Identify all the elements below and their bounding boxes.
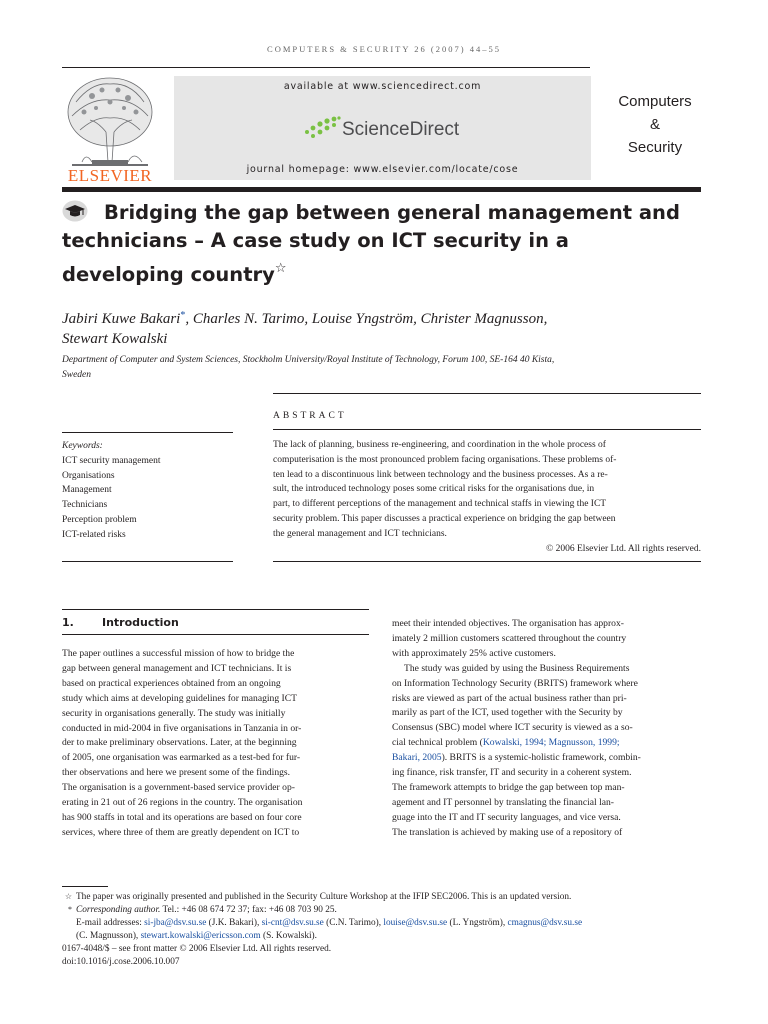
- body-line: The study was guided by using the Business Requirements: [404, 662, 630, 674]
- body-line: erating in 21 out of 26 regions in the country. The organisation: [62, 797, 303, 809]
- body-line: services, where three of them are greatly dependent on ICT to: [62, 826, 300, 838]
- footnotes: [62, 891, 702, 968]
- abstract-heading: ABSTRACT: [273, 411, 347, 421]
- abstract-heading-rule: [273, 429, 701, 430]
- email-link-kowalski[interactable]: stewart.kowalski@ericsson.com: [140, 930, 261, 941]
- section-heading-introduction: [62, 616, 179, 629]
- abstract-bottom-rule: [273, 561, 701, 562]
- running-head: COMPUTERS & SECURITY 26 (2007) 44–55: [267, 44, 501, 54]
- author-bakari: Jabiri Kuwe Bakari: [62, 311, 181, 327]
- footnote-emails-line-2: [62, 930, 702, 943]
- body-line: The paper outlines a successful mission of how to bridge the: [62, 648, 295, 659]
- citation-prefix: cial technical problem (: [392, 737, 483, 749]
- footnote-star-mark: ☆: [64, 892, 72, 901]
- keywords-top-rule: [62, 432, 233, 433]
- body-line: of 2005, one organisation was earmarked as a test-bed for fur-: [62, 752, 301, 764]
- title-line-2: technicians – A case study on ICT security in a: [62, 229, 569, 252]
- keyword-item: Technicians: [62, 500, 108, 511]
- footnote-corresponding: [62, 904, 702, 917]
- body-line: der to make preliminary observations. Later, at the beginning: [62, 737, 297, 749]
- title-footnote-star[interactable]: ☆: [274, 261, 287, 276]
- body-line: imately 2 million customers scattered throughout the country: [392, 632, 627, 644]
- body-line: The organisation is a government-based service provider op-: [62, 782, 295, 794]
- header-thick-rule: [62, 187, 701, 192]
- abstract-line: ten lead to a discontinuous link between technology and the business processes. As a re-: [273, 469, 608, 480]
- body-line: based on practical experiences obtained from an ongoing: [62, 677, 281, 689]
- issn-line: 0167-4048/$ – see front matter © 2006 Elsevier Ltd. All rights reserved.: [62, 943, 332, 954]
- body-line: marily as part of the ICT, used together with the Security by: [392, 707, 623, 719]
- body-line: gap between general management and ICT technicians. It is: [62, 662, 292, 674]
- email-owner-bakari: (J.K. Bakari),: [206, 917, 262, 928]
- abstract-copyright: © 2006 Elsevier Ltd. All rights reserved.: [546, 543, 701, 554]
- authors-line-2: Stewart Kowalski: [62, 331, 168, 347]
- abstract-top-rule: [273, 393, 701, 394]
- affiliation-line-2: Sweden: [62, 370, 92, 380]
- body-line: agement and IT personnel by translating the financial lan-: [392, 796, 615, 808]
- top-rule: [62, 67, 590, 68]
- sciencedirect-name: ScienceDirect: [342, 119, 460, 140]
- body-line: conducted in mid-2004 in five organisations in Tanzania in or-: [62, 722, 302, 734]
- emails-label: E-mail addresses:: [76, 917, 145, 928]
- left-column-text: [62, 647, 369, 841]
- body-line-with-citation: [392, 736, 701, 751]
- footnote-separator: [62, 886, 108, 887]
- journal-homepage-text: journal homepage: www.elsevier.com/locate/cose: [246, 164, 519, 175]
- abstract-body: [273, 438, 701, 556]
- body-line: study which aims at developing guidelines for managing ICT: [62, 692, 298, 704]
- elsevier-wordmark: ELSEVIER: [67, 166, 153, 185]
- email-link-magnusson[interactable]: cmagnus@dsv.su.se: [507, 917, 583, 928]
- article-title: [62, 199, 702, 289]
- authors-rest: , Charles N. Tarimo, Louise Yngström, Christer Magnusson,: [185, 311, 548, 327]
- abstract-line: sult, the introduced technology poses some critical risks for the organisations due, in: [273, 484, 595, 495]
- section-title: Introduction: [102, 616, 179, 629]
- abstract-line: the general management and ICT technicians.: [273, 528, 447, 539]
- author-list: [62, 306, 702, 349]
- corresponding-contact: Tel.: +46 08 674 72 37; fax: +46 08 703 90 25.: [160, 904, 337, 915]
- graduation-cap-icon: [62, 200, 88, 222]
- authors-line-1: [62, 306, 702, 329]
- journal-name-line1: Computers: [618, 93, 692, 110]
- section-top-rule: [62, 609, 369, 610]
- journal-name-line3: Security: [627, 139, 683, 156]
- keywords: [62, 439, 232, 543]
- body-line: The framework attempts to bridge the gap between top man-: [392, 781, 625, 793]
- doi-line: doi:10.1016/j.cose.2006.10.007: [62, 956, 180, 967]
- body-line: ther observations and here we present some of the findings.: [62, 767, 291, 779]
- corresponding-label: Corresponding author.: [76, 904, 161, 915]
- body-line: guage into the IT and IT security languages, and vice versa.: [392, 811, 621, 823]
- keyword-item: Perception problem: [62, 514, 137, 525]
- title-line-3-text: developing country: [62, 263, 275, 286]
- keywords-heading: Keywords:: [62, 441, 103, 451]
- email-link-bakari[interactable]: si-jba@dsv.su.se: [144, 917, 207, 928]
- email-link-tarimo[interactable]: si-cnt@dsv.su.se: [261, 917, 324, 928]
- affiliation-line-1: Department of Computer and System Sciences, Stockholm University/Royal Institute of Technology, Forum 100, SE-164 40 Kista,: [62, 355, 555, 365]
- body-line: on Information Technology Security (BRITS) framework where: [392, 677, 638, 689]
- footnote-emails-line-1: [62, 917, 702, 930]
- sciencedirect-dots-icon: [303, 116, 341, 140]
- body-line-with-citation: [392, 751, 701, 766]
- email-owner-kowalski: (S. Kowalski).: [260, 930, 317, 941]
- right-column-text: [392, 617, 701, 841]
- journal-name: [600, 90, 710, 159]
- journal-name-line2: &: [649, 116, 660, 133]
- footnote-star-text: The paper was originally presented and published in the Security Culture Workshop at the IFIP SEC2006. This is an updated version.: [76, 892, 572, 902]
- keywords-bottom-rule: [62, 561, 233, 562]
- email-owner-yngstrom: (L. Yngström),: [447, 917, 508, 928]
- body-line: meet their intended objectives. The organisation has approx-: [392, 618, 624, 629]
- keyword-item: ICT security management: [62, 455, 161, 466]
- abstract-line: part, to different perceptions of the management and technical staffs in viewing the ICT: [273, 499, 607, 510]
- corresponding-author-mark[interactable]: *: [180, 310, 186, 321]
- abstract-line: The lack of planning, business re-engineering, and coordination in the whole process of: [273, 440, 606, 450]
- body-line: Consensus (SBC) model where ICT security is viewed as a so-: [392, 722, 633, 734]
- email-link-yngstrom[interactable]: louise@dsv.su.se: [383, 917, 448, 928]
- body-line: risks are viewed as part of the actual business rather than pri-: [392, 692, 627, 704]
- citation-link-bakari[interactable]: Bakari, 2005: [392, 752, 442, 764]
- abstract-line: computerisation is the most pronounced problem facing organisations. These problems of-: [273, 454, 617, 465]
- keyword-item: ICT-related risks: [62, 529, 126, 540]
- keyword-item: Organisations: [62, 470, 115, 481]
- body-line: ing finance, risk transfer, IT and security in a coherent system.: [392, 767, 632, 779]
- section-bottom-rule: [62, 634, 369, 635]
- footnote-corr-mark: *: [68, 904, 72, 914]
- abstract-line: security problem. This paper discusses a practical experience on bridging the gap between: [273, 513, 616, 524]
- citation-suffix: ). BRITS is a systemic-holistic framework, combin-: [441, 752, 641, 764]
- citation-link-kowalski-magnusson[interactable]: Kowalski, 1994; Magnusson, 1999;: [482, 737, 620, 749]
- body-line: with approximately 25% active customers.: [392, 647, 556, 659]
- title-line-1: [62, 199, 702, 227]
- affiliation: [62, 353, 702, 383]
- section-number: 1.: [62, 616, 74, 629]
- body-line: has 900 staffs in total and its operations are based on four core: [62, 811, 302, 823]
- body-line: The translation is achieved by making use of a repository of: [392, 826, 623, 838]
- email-owner-tarimo: (C.N. Tarimo),: [323, 917, 384, 928]
- footnote-star: [62, 891, 702, 904]
- available-at-text: available at www.sciencedirect.com: [283, 81, 482, 92]
- title-line-1-text: Bridging the gap between general management and: [104, 201, 680, 224]
- email-owner-magnusson: (C. Magnusson),: [76, 930, 141, 941]
- keyword-item: Management: [62, 485, 112, 496]
- title-line-3: [62, 255, 702, 289]
- body-line: security in organisations generally. The study was initially: [62, 707, 286, 719]
